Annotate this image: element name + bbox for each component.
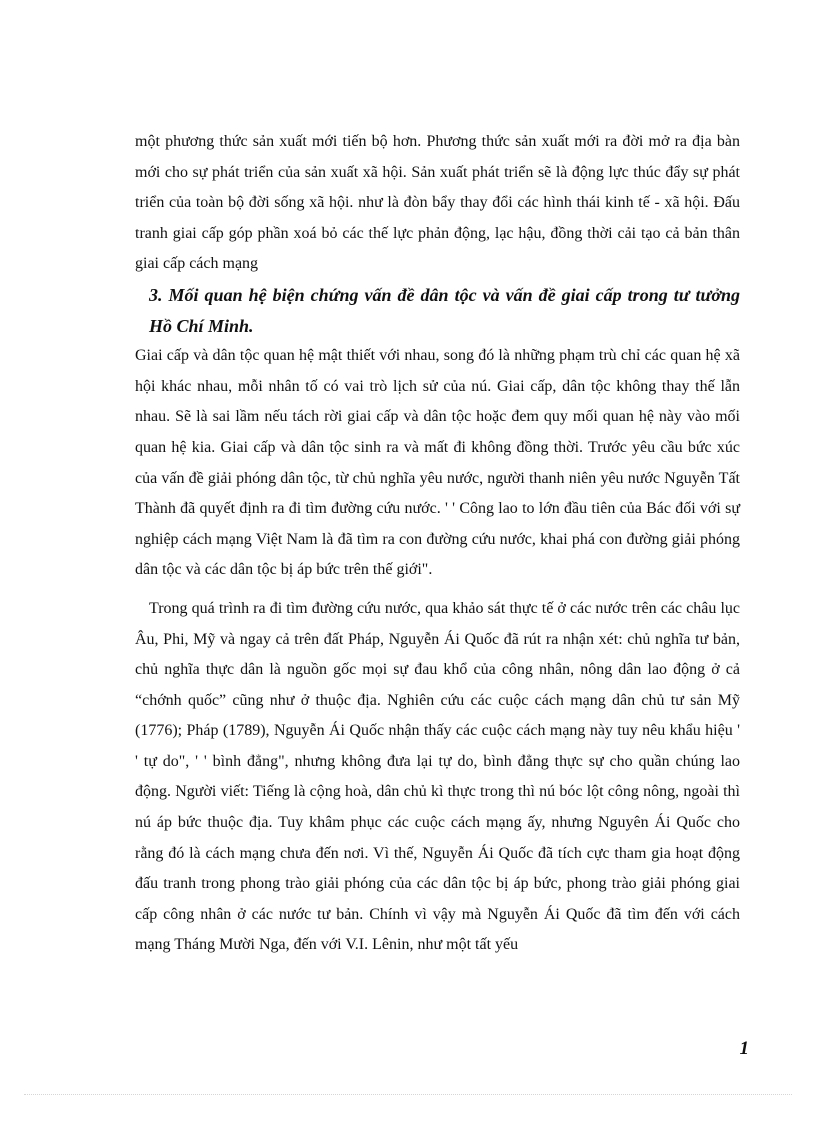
section-heading: 3. Mối quan hệ biện chứng vấn đề dân tộc và vấn đề giai cấp trong tư tưởng Hồ Chí Minh.	[149, 284, 740, 336]
paragraph-class-nation-relation: Giai cấp và dân tộc quan hệ mật thiết với nhau, song đó là những phạm trù chỉ các quan hệ xã hội khác nhau, mỗi nhân tố có vai trò lịch sử của nú. Giai cấp, dân tộc không thay thế lẫn nhau. Sẽ là sai lầm nếu tách rời giai cấp và dân tộc hoặc đem quy mối quan hệ này vào mối quan hệ kia. Giai cấp và dân tộc sinh ra và mất đi không đồng thời. Trước yêu cầu bức xúc của vấn đề giải phóng dân tộc, từ chủ nghĩa yêu nước, người thanh niên yêu nước Nguyễn Tất Thành đã quyết định ra đi tìm đường cứu nước. ' ' Công lao to lớn đầu tiên của Bác đối với sự nghiệp cách mạng Việt Nam là đã tìm ra con đường cứu nước, khai phá con đường giải phóng dân tộc và các dân tộc bị áp bức trên thế giới".	[135, 347, 740, 579]
page-body	[135, 127, 740, 961]
paragraph-search-for-path: Trong quá trình ra đi tìm đường cứu nước, qua khảo sát thực tế ở các nước trên các châu lục Âu, Phi, Mỹ và ngay cả trên đất Pháp, Nguyễn Ái Quốc đã rút ra nhận xét: chủ nghĩa tư bản, chủ nghĩa thực dân là nguồn gốc mọi sự đau khổ của công nhân, nông dân lao động ở cả “chớnh quốc” cũng như ở thuộc địa. Nghiên cứu các cuộc cách mạng dân chủ tư sản Mỹ (1776); Pháp (1789), Nguyễn Ái Quốc nhận thấy các cuộc cách mạng này tuy nêu khẩu hiệu ' ' tự do", ' ' bình đẳng", nhưng không đưa lại tự do, bình đẳng thực sự cho quần chúng lao động. Người viết: Tiếng là cộng hoà, dân chủ kì thực trong thì nú bóc lột công nông, ngoài thì nú áp bức thuộc địa. Tuy khâm phục các cuộc cách mạng ấy, nhưng Nguyên Ái Quốc cho rằng đó là cách mạng chưa đến nơi. Vì thế, Nguyễn Ái Quốc đã tích cực tham gia hoạt động đấu tranh trong phong trào giải phóng của các dân tộc bị áp bức, phong trào giải phóng giai cấp công nhân ở các nước tư bản. Chính vì vậy mà Nguyễn Ái Quốc đã tìm đến với cách mạng Tháng Mười Nga, đến với V.I. Lênin, như một tất yếu	[135, 599, 740, 954]
page-number: 1	[739, 1038, 749, 1059]
paragraph-continued: một phương thức sản xuất mới tiến bộ hơn. Phương thức sản xuất mới ra đời mở ra địa bàn mới cho sự phát triển của sản xuất xã hội. Sản xuất phát triển sẽ là động lực thúc đẩy sự phát triển của toàn bộ đời sống xã hội. như là đòn bẩy thay đổi các hình thái kinh tế - xã hội. Đấu tranh giai cấp góp phần xoá bỏ các thế lực phản động, lạc hậu, đồng thời cải tạo cả bản thân giai cấp cách mạng	[135, 133, 740, 273]
footer-divider	[24, 1094, 792, 1095]
